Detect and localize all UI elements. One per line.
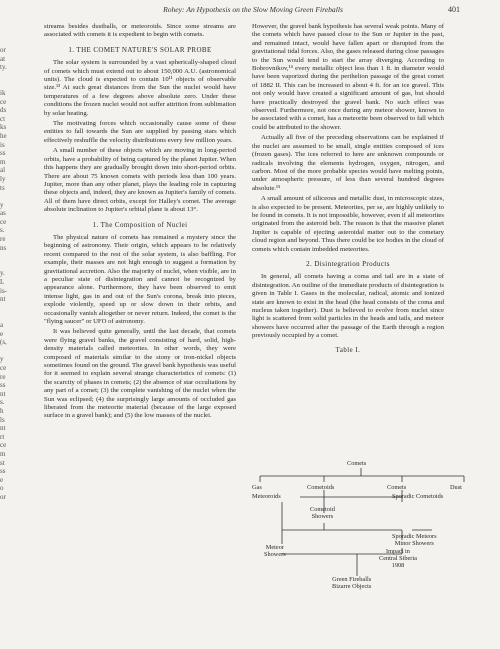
gutter-fragment: ss [0, 149, 6, 158]
gutter-fragment: a [0, 321, 4, 329]
gutter-fragment: s. [0, 226, 5, 235]
node-comets-secondary: Comets [387, 484, 407, 491]
gutter-fragment: e [0, 329, 4, 338]
gutter-fragment [0, 252, 12, 261]
node-impact-siberia: Impact in Central Siberia 1908 [379, 548, 417, 569]
page-number: 401 [448, 5, 460, 14]
gutter-fragment: s. [0, 398, 5, 407]
gutter-fragment: nt [0, 424, 6, 433]
gutter-fragment: L [0, 278, 5, 287]
paragraph: The solar system is surrounded by a vast spherically-shaped cloud of comets which must extend out to about 150,000 A.U. (astronomical units). The cloud is expected to contain 10¹¹ objects of observable size.¹³ At such great distances from the Sun the nuclei would have temperatures of a few degrees above absolute zero. Under these conditions the frozen nuclei would not suffer attrition from sublimation by solar heating. [44, 59, 236, 117]
gutter-fragment: h [0, 406, 4, 415]
node-meteor-showers: Meteor Showers [264, 544, 286, 558]
gutter-fragment: at [0, 54, 6, 63]
gutter-fragment: ls [0, 415, 5, 424]
gutter-fragment: ns [0, 243, 7, 252]
node-gas: Gas [252, 484, 262, 491]
gutter-fragment [0, 304, 12, 313]
paragraph: It was believed quite generally, until the last decade, that comets were flying gravel banks, the gravel consisting of hard, solid, high-density materials called meteorites. In other words, they were composed of materials similar to the stony or iron-nickel objects sometimes found on the ground. The gravel bank hypothesis was useful for it seemed to explain several strange characteristics of comets: (1) the scarcity of phases in comets; (2) the absence of star occultations by any part of a comet; (3) the complete vanishing of the nuclei when the Sun was eclipsed; (4) the surprisingly large amounts of occluded gas liberated from the meteorite material (because of the large exposed surface in a gravel bank); and (5) the low masses of the nuclei. [44, 328, 236, 420]
node-comets: Comets [347, 460, 367, 467]
gutter-fragment [0, 312, 12, 321]
gutter-fragment: nt [0, 295, 6, 304]
gutter-fragment [0, 80, 12, 89]
gutter-fragment: (s, [0, 338, 7, 347]
subsection-heading: 1. The Composition of Nuclei [92, 220, 188, 229]
right-column [252, 23, 444, 355]
gutter-fragment [0, 347, 12, 356]
gutter-fragment: e [0, 475, 4, 484]
left-column [44, 23, 236, 423]
gutter-fragment [0, 192, 12, 201]
gutter-fragment: m [0, 449, 6, 458]
node-sporadic-cometoids: Sporadic Cometoids [392, 493, 444, 500]
gutter-fragment: ts [0, 183, 5, 192]
gutter-fragment: ks [0, 123, 7, 132]
gutter-fragment: al [0, 166, 6, 175]
diagram-connectors [252, 458, 470, 593]
gutter-fragment: o [0, 484, 4, 493]
gutter-fragment: ds [0, 106, 7, 115]
gutter-fragment: ce [0, 217, 7, 226]
gutter-fragment: re [0, 235, 6, 244]
paragraph: A small amount of siliceous and metallic dust, in microscopic sizes, is also expected to be present. Meteorites, per se, are highly unlikely to be found in comets. It is not impossible, however, even if all meteorites originated from the asteroid belt. The reason is that the massive planet Jupiter is capable of ejecting asteroidal matter out to the cometary cloud region and beyond. Thus there could be ice bodies in the cloud of comets which contain imbedded meteorites. [252, 195, 444, 253]
gutter-fragment: is- [0, 286, 7, 295]
subsection-heading: 2. Disintegration Products [306, 259, 390, 268]
disintegration-products-diagram [252, 458, 470, 593]
gutter-fragment: y [0, 200, 4, 209]
gutter-fragment [0, 72, 12, 81]
paragraph: A small number of these objects which are moving in long-period orbits, have a probability of being captured by the planet Jupiter. When this happens they are gradually brought down into short-period orbits. There are about 75 known comets with periods less than 100 years. Jupiter, more than any other planet, plays the leading role in capturing these objects and, indeed, they are known as Jupiter's family of comets. All of them have direct orbits, except for Halley's comet. The average absolute inclination to Jupiter's orbital plane is about 13°. [44, 147, 236, 214]
gutter-fragment: ss [0, 467, 6, 476]
paragraph: In general, all comets having a coma and tail are in a state of disintegration. An outline of the immediate products of disintegration is given in Table I. Gases in the molecular, radical, atomic and ionized state are known to exist in the head (the head consists of the coma and nucleus taken together). Dust is believed to evolve from nuclei since light is scattered from solid particles in the heads and tails, and meteor showers have occurred after the passage of the Earth through a region previously occupied by a comet. [252, 273, 444, 340]
gutter-fragment: ct [0, 114, 6, 123]
node-meteoroids: Meteoroids [252, 493, 281, 500]
gutter-fragment: re [0, 372, 6, 381]
node-green-fireballs: Green Fireballs Bizarre Objects [332, 576, 372, 590]
gutter-fragment: m [0, 157, 6, 166]
gutter-fragment: as [0, 209, 6, 218]
gutter-fragment: he [0, 131, 7, 140]
gutter-fragment: y. [0, 269, 5, 278]
gutter-fragment: ik [0, 88, 6, 97]
node-cometoids: Cometoids [307, 484, 335, 491]
gutter-fragment: y [0, 355, 4, 364]
gutter-fragment: ce [0, 441, 7, 450]
running-title: Rohey: An Hypothesis on the Slow Moving Green Fireballs [163, 5, 343, 14]
gutter-fragment: is [0, 140, 5, 149]
gutter-fragment: ce [0, 97, 7, 106]
gutter-fragment [0, 261, 12, 270]
facing-page-margin-text [0, 46, 12, 501]
gutter-fragment: rt [0, 432, 5, 441]
paragraph: streams besides dustballs, or meteoroids. Since some streams are associated with comets it is expedient to begin with comets. [44, 23, 236, 39]
section-heading: 1. THE COMET NATURE'S SOLAR PROBE [68, 45, 212, 54]
gutter-fragment: or [0, 46, 6, 54]
gutter-fragment: ce [0, 363, 7, 372]
node-sporadic-meteors: Sporadic Meteors Minor Showers [392, 533, 437, 547]
gutter-fragment: ty. [0, 63, 7, 72]
gutter-fragment: ly [0, 174, 6, 183]
node-dust: Dust [450, 484, 462, 491]
gutter-fragment: or [0, 492, 6, 501]
gutter-fragment: nt [0, 389, 6, 398]
gutter-fragment: ss [0, 381, 6, 390]
table-title: Table I. [335, 346, 361, 354]
paragraph: The physical nature of comets has remained a mystery since the beginning of astronomy. Their origin, which appears to be relatively recent compared to the rest of the solar system, is also baffling. For example, their masses are not high enough to suggest a formation by gravitational accretion. Also the majority of nuclei, when visible, are in a peculiar state of disintegration and cannot be recognized by appearance alone. Furthermore, they have been observed to emit intense light, gas in and out of the Sun's corona, break into pieces, explode violently, speed up or slow down in their orbits, and occasionally vanish altogether or never return. Indeed, the comet is the "flying saucer" or UFO of astronomy. [44, 233, 236, 325]
paragraph: However, the gravel bank hypothesis has several weak points. Many of the comets which have passed close to the Sun or Jupiter in the past, and remained intact, would have fallen apart or disrupted from the gravitational tidal forces. Also, the gases released during close passages to the Sun would tend to start the array diverging. According to Bobrovnikov,¹⁴ every metallic object less than 1 ft. in diameter would have been vaporized during the perihelion passage of the great comet of 1882 II. This can be increased to about 4 ft. for an ice gravel. This not only would have created a significant amount of gas, but should have practically destroyed the gravel bank. No such effect was observed. Furthermore, not once during any meteor shower, known to be associated with a comet, has a meteorite been observed to fall which could be attributed to the shower. [252, 23, 444, 131]
gutter-fragment: st [0, 458, 5, 467]
paragraph: Actually all five of the preceding observations can be explained if the nuclei are assumed to be small, single entities composed of ices (frozen gases). The ices referred to here are unknown compounds or radicals involving the elements hydrogen, oxygen, nitrogen, and carbon. Most of the more probable species would have melting points, under atmospheric pressure, of less than several hundred degrees absolute.¹⁵ [252, 134, 444, 192]
paragraph: The motivating forces which occasionally cause some of these entities to fall towards the Sun are supplied by passing stars which effectively reshuffle the velocity distributions every few million years. [44, 120, 236, 144]
node-cometoid-showers: Cometoid Showers [310, 506, 335, 520]
